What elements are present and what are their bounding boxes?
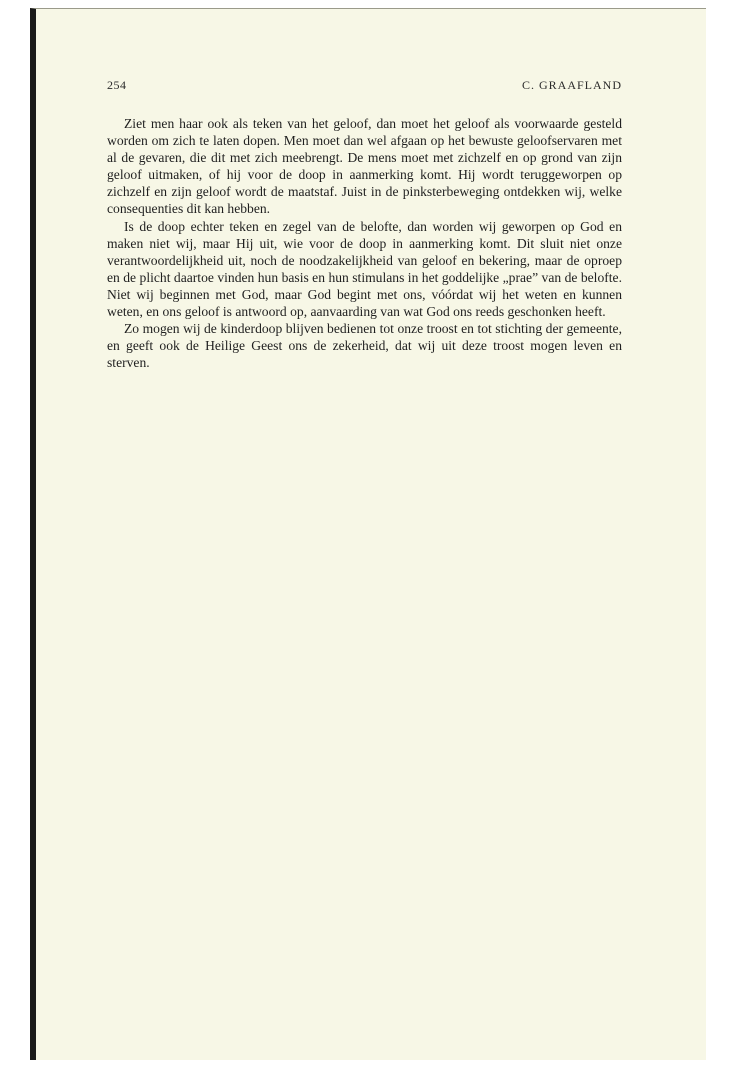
paragraph-3: Zo mogen wij de kinderdoop blijven bedienen tot onze troost en tot stichting der gemeente, en geeft ook de Heilige Geest ons de zekerheid, dat wij uit deze troost mogen leven en sterven. (107, 321, 622, 371)
running-head-author: C. GRAAFLAND (521, 78, 622, 92)
body-text (107, 115, 622, 371)
page-number: 254 (107, 78, 127, 92)
paragraph-2: Is de doop echter teken en zegel van de belofte, dan worden wij geworpen op God en maken niet wij, maar Hij uit, wie voor de doop in aanmerking komt. Dit sluit niet onze verantwoordelijkheid uit, noch de noodzakelijkheid van geloof en bekering, maar de oproep en de plicht daartoe vinden hun basis en hun stimulans in het goddelijke „prae” van de belofte. Niet wij beginnen met God, maar God begint met ons, vóórdat wij het weten en kunnen weten, en ons geloof is antwoord op, aanvaarding van wat God ons reeds geschonken heeft. (107, 218, 622, 320)
page-header (107, 78, 622, 98)
paragraph-1: Ziet men haar ook als teken van het geloof, dan moet het geloof als voorwaarde gesteld worden om zich te laten dopen. Men moet dan wel afgaan op het bewuste geloofservaren met al de gevaren, die dit met zich meebrengt. De mens moet met zichzelf en op grond van zijn geloof uitmaken, of hij voor de doop in aanmerking komt. Hij wordt teruggeworpen op zichzelf en zijn geloof wordt de maatstaf. Juist in de pinksterbeweging ontdekken wij, welke consequenties dit kan hebben. (107, 116, 622, 217)
